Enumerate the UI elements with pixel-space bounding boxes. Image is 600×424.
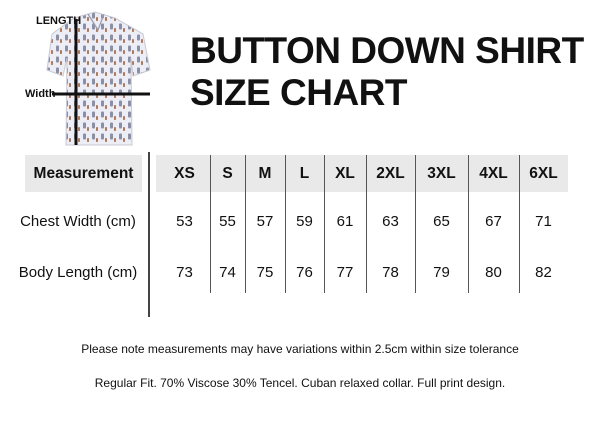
table-cell: 55 [219, 213, 236, 230]
table-cell: 79 [433, 264, 450, 281]
row-label-length: Body Length (cm) [18, 264, 138, 281]
tolerance-note: Please note measurements may have variations within 2.5cm within size tolerance [81, 342, 519, 356]
table-cell: 80 [485, 264, 502, 281]
table-cell: 74 [219, 264, 236, 281]
size-header-m: M [258, 164, 272, 182]
row-label-chest: Chest Width (cm) [20, 213, 136, 230]
size-header-4xl: 4XL [479, 164, 508, 182]
title-line-2: SIZE CHART [190, 72, 407, 113]
length-label: LENGTH [36, 15, 82, 27]
table-cell: 71 [535, 213, 552, 230]
table-cell: 78 [382, 264, 399, 281]
table-cell: 53 [176, 213, 193, 230]
size-header-3xl: 3XL [427, 164, 456, 182]
table-cell: 63 [382, 213, 399, 230]
table-cell: 65 [433, 213, 450, 230]
table-cell: 75 [256, 264, 274, 281]
shirt-icon [0, 0, 180, 160]
table-cell: 76 [296, 264, 313, 281]
details-note: Regular Fit. 70% Viscose 30% Tencel. Cuban relaxed collar. Full print design. [94, 376, 506, 390]
size-header-2xl: 2XL [376, 164, 405, 182]
table-cell: 73 [176, 264, 193, 281]
title-line-1: BUTTON DOWN SHIRT [190, 30, 584, 71]
size-header-xl: XL [335, 164, 355, 182]
measurement-header: Measurement [25, 155, 142, 192]
width-label: Width [25, 88, 56, 100]
table-cell: 77 [336, 264, 354, 281]
size-header-xs: XS [174, 164, 195, 182]
size-header-6xl: 6XL [529, 164, 558, 182]
table-cell: 67 [485, 213, 502, 230]
size-header-l: L [299, 164, 310, 182]
table-cell: 59 [296, 213, 313, 230]
table-cell: 57 [256, 213, 274, 230]
page-title [190, 30, 584, 114]
table-cell: 61 [336, 213, 354, 230]
table-divider [148, 152, 150, 317]
size-header-s: S [222, 164, 233, 182]
shirt-diagram [0, 0, 180, 160]
table-cell: 82 [535, 264, 552, 281]
